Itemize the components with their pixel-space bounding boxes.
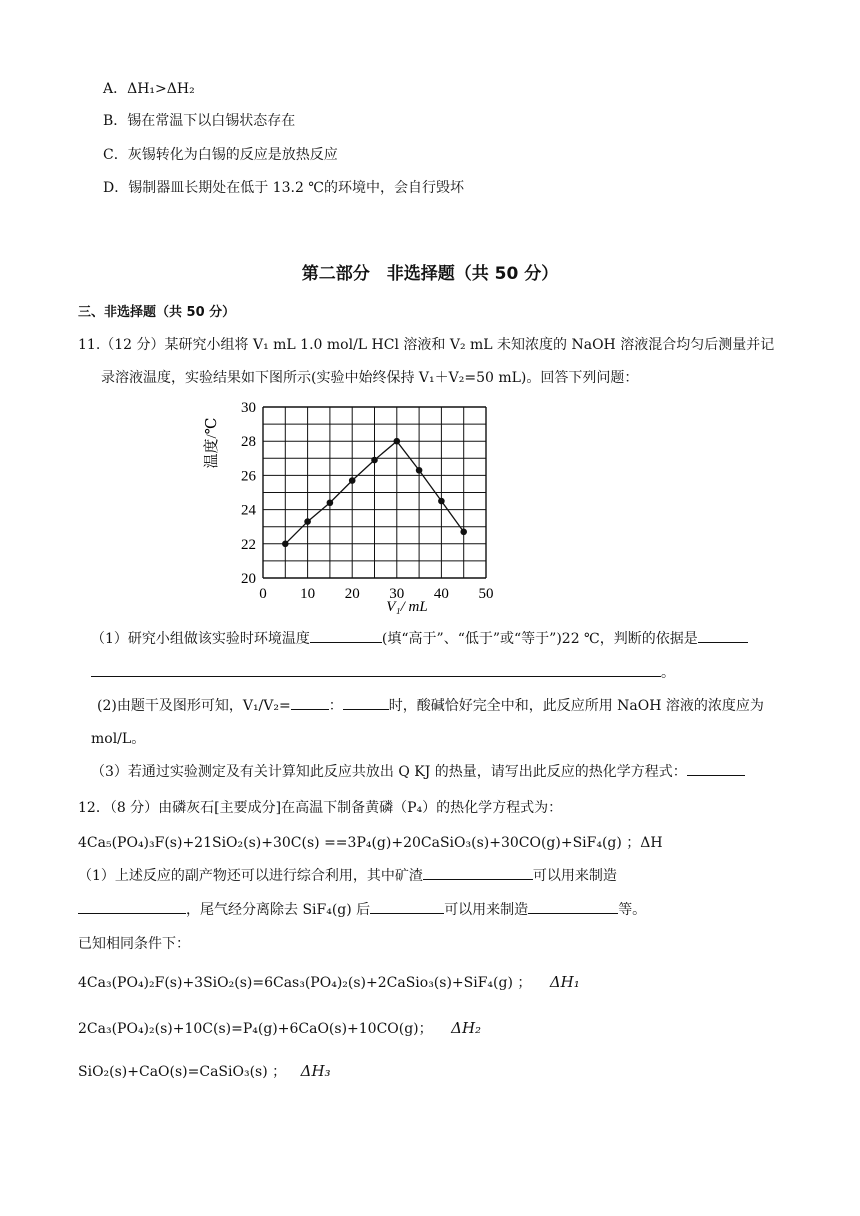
data-point	[416, 467, 423, 474]
y-tick-label: 20	[241, 571, 256, 587]
section-title: 三、非选择题（共 50 分）	[78, 305, 236, 320]
answer-blank[interactable]	[291, 695, 329, 710]
q11-sub1	[91, 628, 748, 648]
option-d: D．锡制器皿长期处在低于 13.2 ℃的环境中，会自行毁坏	[103, 180, 464, 196]
q11-sub2	[97, 695, 764, 715]
data-point	[304, 518, 311, 525]
answer-blank[interactable]	[698, 628, 748, 643]
data-point	[394, 438, 401, 445]
q12-sub1-text-a: （1）上述反应的副产物还可以进行综合利用，其中矿渣	[78, 868, 423, 884]
q11-sub2-text-a: (2)由题干及图形可知，V₁/V₂=	[97, 698, 291, 714]
q12-main-equation: 4Ca₅(PO₄)₃F(s)+21SiO₂(s)+30C(s) ==3P₄(g)+20CaSiO₃(s)+30CO(g)+SiF₄(g) ；ΔH	[78, 835, 663, 851]
y-tick-label: 26	[241, 468, 256, 485]
y-tick-label: 22	[241, 536, 256, 553]
answer-blank[interactable]	[343, 695, 389, 710]
x-tick-label: 50	[478, 586, 494, 602]
q11-sub2-colon: ：	[328, 698, 343, 714]
y-tick-label: 28	[241, 434, 256, 451]
equation-3-text: SiO₂(s)+CaO(s)=CaSiO₃(s) ；	[78, 1064, 287, 1080]
data-point	[282, 541, 289, 548]
answer-blank[interactable]	[370, 899, 444, 914]
q11-sub3-text: （3）若通过实验测定及有关计算知此反应共放出 Q KJ 的热量，请写出此反应的热化学方程式：	[91, 764, 687, 780]
equation-2-text: 2Ca₃(PO₄)₂(s)+10C(s)=P₄(g)+6CaO(s)+10CO(g)；	[78, 1021, 433, 1037]
q11-line2: 录溶液温度，实验结果如下图所示(实验中始终保持 V₁＋V₂=50 mL)。回答下列问题：	[101, 370, 639, 386]
chart-ticks	[241, 400, 494, 602]
delta-h2: ΔH₂	[451, 1019, 482, 1037]
answer-blank[interactable]	[91, 662, 661, 677]
x-axis-label: V₁/ mL	[386, 599, 428, 615]
x-tick-label: 30	[389, 586, 405, 602]
answer-blank[interactable]	[310, 628, 382, 643]
q11-sub2-text-b: 时，酸碱恰好完全中和，此反应所用 NaOH 溶液的浓度应为	[388, 698, 764, 714]
q12-sub1	[78, 865, 617, 885]
q12-title: 12．（8 分）由磷灰石[主要成分]在高温下制备黄磷（P₄）的热化学方程式为：	[78, 800, 563, 816]
answer-blank[interactable]	[78, 899, 186, 914]
data-point	[460, 529, 467, 536]
q11-sub1-text-a: （1）研究小组做该实验时环境温度	[91, 631, 310, 647]
q12-equation-1	[78, 972, 580, 992]
q12-known: 已知相同条件下：	[78, 936, 190, 952]
q12-sub1-text-c: ，尾气经分离除去 SiF₄(g) 后	[186, 902, 371, 918]
q12-sub1-text-d: 可以用来制造	[444, 902, 529, 918]
chart-grid	[263, 407, 486, 578]
q12-sub1-text-e: 等。	[618, 902, 647, 918]
option-b: B．锡在常温下以白锡状态存在	[103, 113, 296, 129]
data-point	[349, 477, 356, 484]
q11-sub1-line2	[91, 662, 675, 682]
delta-h1: ΔH₁	[549, 973, 580, 991]
option-a: A．ΔH₁>ΔH₂	[103, 81, 195, 97]
answer-blank[interactable]	[687, 761, 745, 776]
x-tick-label: 10	[300, 586, 316, 602]
q12-sub1-line2	[78, 899, 646, 919]
q12-equation-3	[78, 1061, 331, 1081]
delta-h3: ΔH₃	[300, 1062, 331, 1080]
answer-blank[interactable]	[423, 865, 533, 880]
q11-sub3	[91, 761, 745, 781]
answer-blank[interactable]	[528, 899, 618, 914]
y-tick-label: 30	[241, 400, 256, 416]
data-point	[327, 499, 334, 506]
equation-1-text: 4Ca₃(PO₄)₂F(s)+3SiO₂(s)=6Cas₃(PO₄)₂(s)+2CaSio₃(s)+SiF₄(g) ；	[78, 975, 532, 991]
x-tick-label: 20	[344, 586, 360, 602]
y-tick-label: 24	[241, 502, 256, 519]
q12-sub1-text-b: 可以用来制造	[532, 868, 617, 884]
q11-sub1-text-b: (填“高于”、“低于”或“等于”)22 ℃，判断的依据是	[381, 631, 698, 647]
q11-sub2-unit: mol/L。	[91, 731, 146, 747]
option-c: C．灰锡转化为白锡的反应是放热反应	[103, 147, 338, 163]
part-title: 第二部分 非选择题（共 50 分）	[301, 264, 559, 284]
q12-equation-2	[78, 1018, 481, 1038]
x-tick-label: 40	[433, 586, 449, 602]
temperature-chart	[190, 395, 510, 617]
q11-line1: 11.（12 分）某研究小组将 V₁ mL 1.0 mol/L HCl 溶液和 V₂ mL 未知浓度的 NaOH 溶液混合均匀后测量并记	[78, 337, 775, 353]
y-axis-label: 温度/℃	[204, 417, 220, 469]
q11-sub1-end: 。	[661, 665, 675, 681]
data-point	[438, 498, 445, 505]
x-tick-label: 0	[259, 586, 267, 602]
data-point	[371, 457, 378, 464]
